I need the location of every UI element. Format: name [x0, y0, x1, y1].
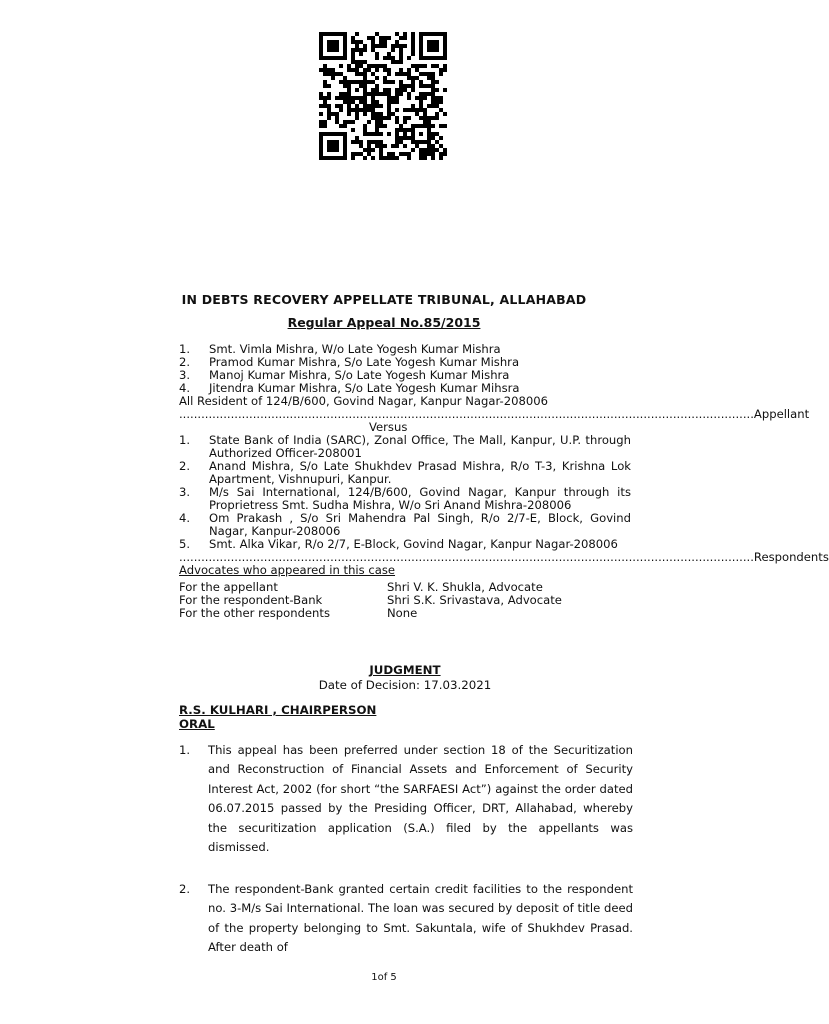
- respondents-label: Respondents: [753, 550, 829, 564]
- item-text: M/s Sai International, 124/B/600, Govind Nagar, Kanpur through its Proprietress Smt. Sudha Mishra, W/o Sri Anand Mishra-208006: [209, 485, 631, 512]
- item-number: 2.: [179, 355, 191, 369]
- item-text: State Bank of India (SARC), Zonal Office, The Mall, Kanpur, U.P. through Authorized Officer-208001: [209, 433, 631, 460]
- counsel-advocate: Shri V. K. Shukla, Advocate: [387, 580, 543, 594]
- paragraph-text: The respondent-Bank granted certain credit facilities to the respondent no. 3-M/s Sai International. The loan was secured by deposit of title deed of the property belonging to Smt. Sakuntala, wife of Shukhdev Prasad. After death of: [208, 882, 633, 955]
- dot-leader: ............................................................................................................................................................: [179, 550, 754, 564]
- item-number: 3.: [179, 368, 191, 382]
- item-number: 1.: [179, 342, 191, 356]
- item-text: Smt. Alka Vikar, R/o 2/7, E-Block, Govind Nagar, Kanpur Nagar-208006: [209, 537, 618, 551]
- counsel-advocate: None: [387, 606, 418, 620]
- respondent-item: [179, 434, 631, 460]
- coram-block: [179, 703, 376, 731]
- page-number: 1of 5: [371, 972, 397, 983]
- qr-code-icon: [319, 32, 447, 160]
- versus-label: Versus: [369, 420, 408, 434]
- chairperson-name: R.S. KULHARI , CHAIRPERSON: [179, 703, 377, 717]
- item-number: 1.: [179, 433, 191, 447]
- decision-date: Date of Decision: 17.03.2021: [318, 678, 492, 692]
- counsel-advocate: Shri S.K. Srivastava, Advocate: [387, 593, 562, 607]
- advocates-heading: Advocates who appeared in this case: [179, 563, 396, 577]
- item-text: Smt. Vimla Mishra, W/o Late Yogesh Kumar Mishra: [209, 342, 501, 356]
- item-text: Om Prakash , S/o Sri Mahendra Pal Singh, R/o 2/7-E, Block, Govind Nagar, Kanpur-208006: [209, 511, 631, 538]
- paragraph-text: This appeal has been preferred under section 18 of the Securitization and Reconstruction of Financial Assets and Enforcement of Security Interest Act, 2002 (for short “the SARFAESI Act”) against the order dated 06.07.2015 passed by the Presiding Officer, DRT, Allahabad, whereby the securitization application (S.A.) filed by the appellants was dismissed.: [208, 743, 633, 855]
- item-number: 4.: [179, 511, 191, 525]
- appellants-residence: All Resident of 124/B/600, Govind Nagar, Kanpur Nagar-208006: [179, 394, 548, 408]
- item-number: 4.: [179, 381, 191, 395]
- item-number: 5.: [179, 537, 191, 551]
- appellants-block: [179, 342, 829, 620]
- counsel-party: For the appellant: [179, 580, 278, 594]
- counsel-party: For the other respondents: [179, 606, 330, 620]
- judgment-heading: JUDGMENT: [369, 663, 441, 677]
- appeal-number: Regular Appeal No.85/2015: [287, 315, 481, 330]
- item-text: Manoj Kumar Mishra, S/o Late Yogesh Kumar Mishra: [209, 368, 510, 382]
- respondent-item: [179, 512, 631, 538]
- oral-label: ORAL: [179, 717, 215, 731]
- paragraph-number: 1.: [179, 743, 191, 757]
- dot-leader: ............................................................................................................................................................: [179, 407, 754, 421]
- paragraph: [179, 880, 633, 958]
- item-text: Pramod Kumar Mishra, S/o Late Yogesh Kumar Mishra: [209, 355, 520, 369]
- respondent-item: [179, 486, 631, 512]
- paragraph: [179, 741, 633, 857]
- counsel-row: [179, 607, 631, 620]
- item-text: Anand Mishra, S/o Late Shukhdev Prasad Mishra, R/o T-3, Krishna Lok Apartment, Vishnupuri, Kanpur.: [209, 459, 631, 486]
- paragraph-number: 2.: [179, 882, 191, 896]
- respondent-item: [179, 460, 631, 486]
- appellant-label: Appellant: [753, 407, 810, 421]
- item-text: Jitendra Kumar Mishra, S/o Late Yogesh Kumar Mihsra: [209, 381, 520, 395]
- item-number: 2.: [179, 459, 191, 473]
- counsel-party: For the respondent-Bank: [179, 593, 323, 607]
- item-number: 3.: [179, 485, 191, 499]
- tribunal-title: IN DEBTS RECOVERY APPELLATE TRIBUNAL, ALLAHABAD: [181, 292, 587, 307]
